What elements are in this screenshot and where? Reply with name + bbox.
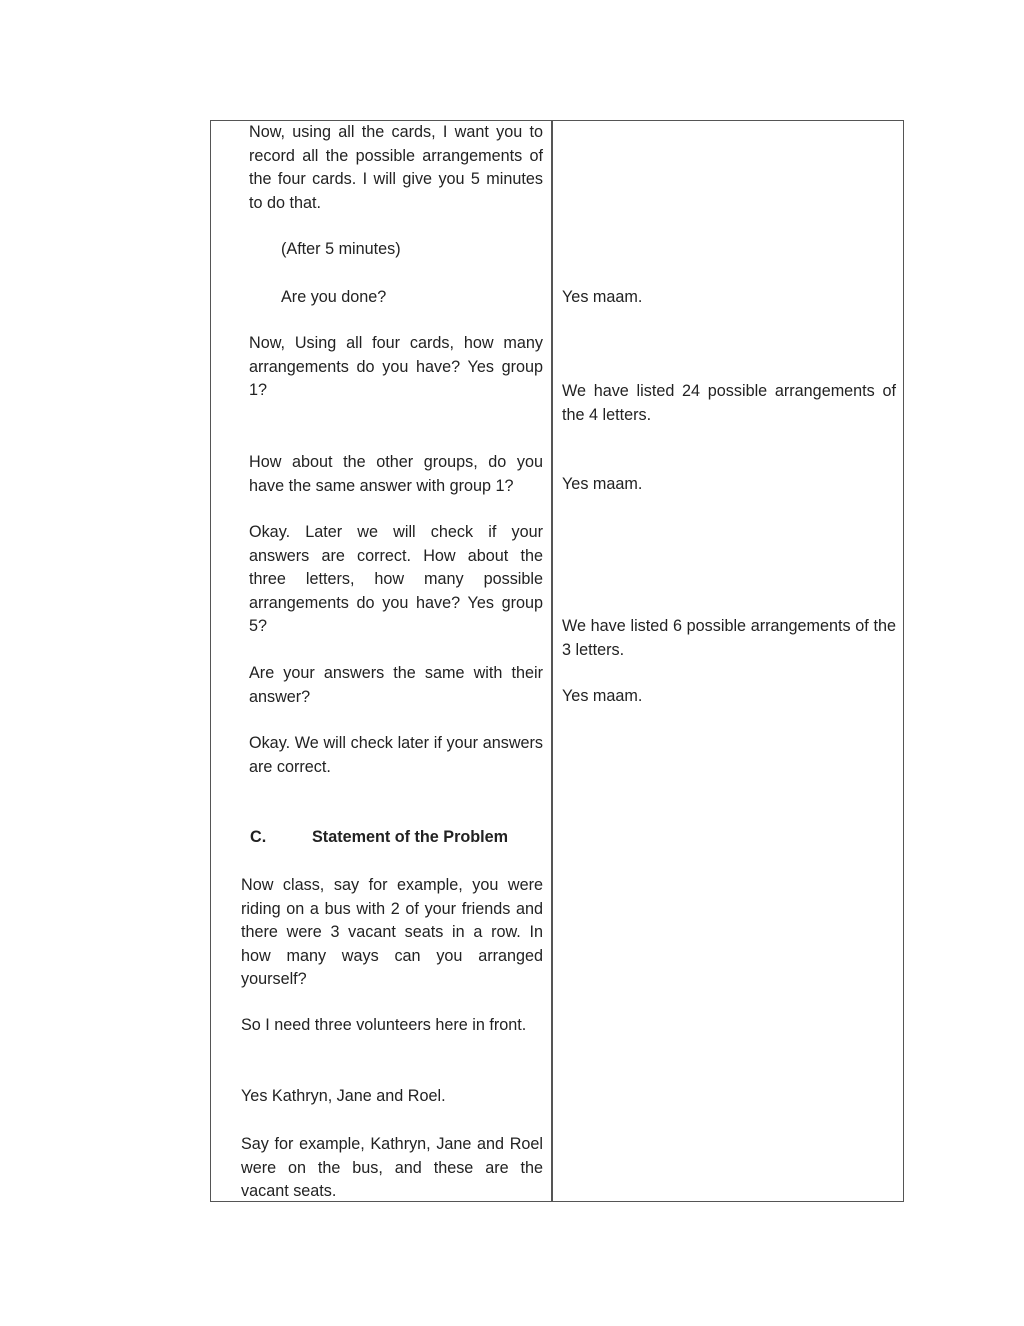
section-title: Statement of the Problem: [312, 828, 509, 846]
student-response-yes-3: Yes maam.: [562, 687, 643, 705]
teacher-paragraph-volunteers: So I need three volunteers here in front.: [241, 1016, 527, 1034]
teacher-paragraph-bus-problem: Now class, say for example, you were riding on a bus with 2 of your friends and there were 3 vacant seats in a row. In how many ways can you arranged yourself?: [241, 876, 543, 988]
student-response-yes-2: Yes maam.: [562, 475, 643, 493]
teacher-paragraph-are-you-done: Are you done?: [281, 288, 387, 306]
section-letter: C.: [250, 828, 267, 846]
teacher-paragraph-other-groups: How about the other groups, do you have the same answer with group 1?: [249, 453, 543, 495]
teacher-paragraph-check-later: Okay. We will check later if your answers are correct.: [249, 734, 543, 776]
student-response-6-arrangements: We have listed 6 possible arrangements of the 3 letters.: [562, 617, 896, 659]
teacher-paragraph-three-letters: Okay. Later we will check if your answers are correct. How about the three letters, how many possible arrangements do you have? Yes group 5?: [249, 523, 543, 635]
teacher-paragraph-vacant-seats: Say for example, Kathryn, Jane and Roel were on the bus, and these are the vacant seats.: [241, 1135, 543, 1200]
teacher-paragraph-record-arrangements: Now, using all the cards, I want you to record all the possible arrangements of the four cards. I will give you 5 minutes to do that.: [249, 123, 543, 212]
teacher-paragraph-names: Yes Kathryn, Jane and Roel.: [241, 1087, 446, 1105]
column-divider: [551, 120, 553, 1202]
teacher-paragraph-after-minutes: (After 5 minutes): [281, 240, 401, 258]
teacher-paragraph-four-cards-question: Now, Using all four cards, how many arrangements do you have? Yes group 1?: [249, 334, 543, 399]
student-response-yes-1: Yes maam.: [562, 288, 643, 306]
teacher-paragraph-same-answers: Are your answers the same with their answer?: [249, 664, 543, 706]
student-response-24-arrangements: We have listed 24 possible arrangements of the 4 letters.: [562, 382, 896, 424]
